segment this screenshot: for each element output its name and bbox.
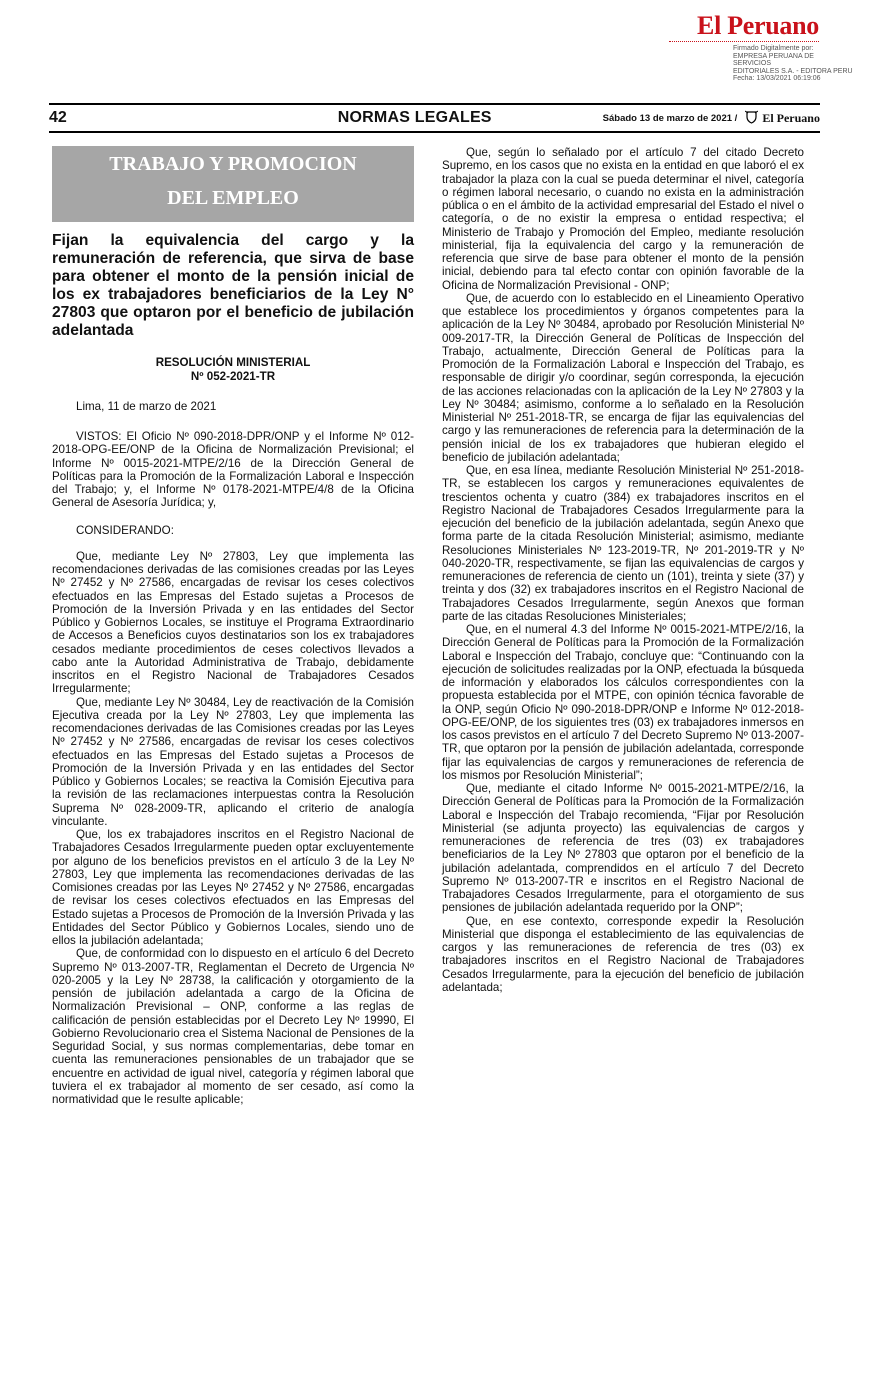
body-paragraph: Que, en esa línea, mediante Resolución Ministerial Nº 251-2018-TR, se establecen los cargos y remuneraciones equivalentes de trescientos ochenta y cuatro (384) ex trabajadores inscritos en el Registro Nacional de Trabajadores Cesados Irregularmente para la ejecución del beneficio de la jubilación adelantada, según Anexo que forma parte de la citada Resolución Ministerial; asimismo, mediante Resoluciones Ministeriales Nº 123-2019-TR, Nº 201-2019-TR y Nº 040-2020-TR, respectivamente, se fijan las equivalencias de cargos y remuneraciones de referencia de ciento un (101), treinta y siete (37) y treinta y dos (32) ex trabajadores inscritos en el Registro Nacional de Trabajadores Cesados Irregularmente, según Anexos que forman parte de las citadas Resoluciones Ministeriales; xyxy=(442,464,804,623)
right-column xyxy=(442,146,804,994)
considerando-heading: CONSIDERANDO: xyxy=(76,523,174,537)
logo xyxy=(639,12,819,44)
header-rule-bottom xyxy=(49,131,820,133)
body-paragraph: Que, mediante Ley Nº 30484, Ley de reactivación de la Comisión Ejecutiva creada por la Ley Nº 27803, Ley que implementa las recomendaciones derivadas de las Comisiones creadas por las Leyes Nº 27452 y Nº 27586, encargadas de revisar los ceses colectivos efectuados en las Empresas del Estado sujetas a Procesos de Promoción de la Inversión Privada y en las entidades del Sector Público y Gobiernos Locales; se reactiva la Comisión Ejecutiva para la revisión de las reclamaciones interpuestas contra la Resolución Suprema Nº 028-2009-TR, aplicando el criterio de analogía vinculante. xyxy=(52,695,414,828)
signature-line: EDITORIALES S.A. - EDITORA PERU xyxy=(733,67,853,75)
coat-of-arms-icon xyxy=(745,110,758,127)
ministry-banner xyxy=(52,146,414,222)
body-paragraph: Que, de conformidad con lo dispuesto en el artículo 6 del Decreto Supremo Nº 013-2007-TR, Reglamentan el Decreto de Urgencia Nº 020-2005 y la Ley Nº 28738, la calificación y otorgamiento de la pensión de jubilación adelantada a cargo de la Oficina de Normalización Previsional – ONP, conforme a las reglas de calificación de pensión establecidas por el Decreto Ley Nº 19990, El Gobierno Revolucionario crea el Sistema Nacional de Pensiones de la Seguridad Social, y sus normas complementarias, debe tomar en cuenta las remuneraciones pensionables de un trabajador que se encuentre en actividad de igual nivel, categoría y régimen laboral que tuviera el ex trabajador al momento de ser cesado, así como la normatividad que le resulte aplicable; xyxy=(52,947,414,1106)
body-paragraph: Que, los ex trabajadores inscritos en el Registro Nacional de Trabajadores Cesados Irregularmente pueden optar excluyentemente por alguno de los beneficios previstos en el artículo 3 de la Ley Nº 27803, Ley que implementa las recomendaciones derivadas de las Comisiones creadas por las Leyes Nº 27452 y Nº 27586, encargadas de revisar los ceses colectivos efectuados en las Empresas del Estado sujetas a Procesos de Promoción de la Inversión Privada y las Entidades del Sector Público y Gobiernos Locales, siendo uno de ellos la jubilación adelantada; xyxy=(52,828,414,947)
section-title: NORMAS LEGALES xyxy=(337,109,492,126)
digital-signature xyxy=(733,45,853,83)
page-header xyxy=(49,108,820,128)
vistos-paragraph: VISTOS: El Oficio Nº 090-2018-DPR/ONP y el Informe Nº 012-2018-OPG-EE/ONP de la Oficina de Normalización Previsional; el Informe Nº 0015-2021-MTPE/2/16 de la Dirección General de Políticas para la Promoción de la Formalización Laboral e Inspección del Trabajo; y, el Informe Nº 0178-2021-MTPE/4/8 de la Oficina General de Asesoría Jurídica; y, xyxy=(52,430,414,510)
signature-line: EMPRESA PERUANA DE SERVICIOS xyxy=(733,52,814,68)
header-brand: El Peruano xyxy=(762,110,820,125)
header-rule-top xyxy=(49,103,820,105)
body-paragraph: Que, en ese contexto, corresponde expedir la Resolución Ministerial que disponga el establecimiento de las equivalencias de cargos y las remuneraciones de referencia de tres (03) ex trabajadores inscritos en el Registro Nacional de Trabajadores Cesados Irregularmente, para la ejecución del beneficio de jubilación adelantada; xyxy=(442,914,804,994)
signature-line: Fecha: 13/03/2021 06:19:06 xyxy=(733,75,821,83)
body-paragraph: Que, en el numeral 4.3 del Informe Nº 0015-2021-MTPE/2/16, la Dirección General de Políticas para la Promoción de la Formalización Laboral e Inspección del Trabajo, concluye que: “Continuando con la ejecución de solicitudes realizadas por la ONP, efectuada la búsqueda de información y elaborados los cálculos correspondientes con la propuesta establecida por el MTPE, con opinión técnica favorable de la ONP, según Oficio Nº 090-2018-DPR/ONP e Informe Nº 012-2018-OPG-EE/ONP, de los siguientes tres (03) ex trabajadores inmersos en los casos previstos en el artículo 7 del Decreto Supremo Nº 013-2007-TR, que optaron por la pensión de jubilación adelantada, corresponde fijar las equivalencias de cargos y remuneraciones de referencia de los mismos por Resolución Ministerial”; xyxy=(442,623,804,782)
body-paragraph: Que, de acuerdo con lo establecido en el Lineamiento Operativo que establece los procedimientos y órganos competentes para la aplicación de la Ley Nº 30484, aprobado por Resolución Ministerial Nº 009-2017-TR, la Dirección General de Políticas de Inspección del Trabajo, actualmente, Dirección General de Políticas para la Promoción de la Formalización Laboral e Inspección del Trabajo, es responsable de dirigir y/o coordinar, según corresponda, la ejecución de las acciones relacionadas con la aplicación de la Ley Nº 27803 y la Ley Nº 30484; asimismo, conforme a lo señalado en la Resolución Ministerial Nº 251-2018-TR, se encarga de fijar las equivalencias del cargo y las remuneraciones de referencia para la determinación de la pensión inicial de los ex trabajadores que hubieran elegido el beneficio de jubilación adelantada; xyxy=(442,291,804,464)
resolution-title: Fijan la equivalencia del cargo y la remuneración de referencia, que sirva de base para obtener el monto de la pensión inicial de los ex trabajadores beneficiarios de la Ley N° 27803 que optaron por el beneficio de jubilación adelantada xyxy=(52,232,414,339)
header-right xyxy=(603,110,820,127)
date-line: Lima, 11 de marzo de 2021 xyxy=(76,400,217,413)
body-paragraph: Que, mediante el citado Informe Nº 0015-2021-MTPE/2/16, la Dirección General de Políticas para la Promoción de la Formalización Laboral e Inspección del Trabajo recomienda, “Fijar por Resolución Ministerial (se adjunta proyecto) las equivalencias de cargos y remuneraciones de referencia de tres (03) ex trabajadores beneficiarios de la Ley Nº 27803 que optaron por el beneficio de la jubilación adelantada, comprendidos en el artículo 7 del Decreto Supremo Nº 013-2007-TR e inscritos en el Registro Nacional de Trabajadores Cesados Irregularmente, para el otorgamiento de sus pensiones de jubilación adelantada requerido por la ONP”; xyxy=(442,782,804,915)
left-column xyxy=(52,146,414,1106)
body-paragraph: Que, según lo señalado por el artículo 7 del citado Decreto Supremo, en los casos que no exista en la entidad en que laboró el ex trabajador la plaza con la cual se pueda determinar el nivel, categoría o régimen laboral necesario, o cuando no exista en la administración pública o en el ámbito de la actividad empresarial del Estado el nivel o categoría, o de no existir la empresa o entidad respectiva; el Ministerio de Trabajo y Promoción del Empleo, mediante resolución ministerial, fija la equivalencia del cargo y la remuneración de referencia que sirve de base para obtener el monto de la pensión inicial, debiendo para tal efecto contar con opinión favorable de la Oficina de Normalización Previsional - ONP; xyxy=(442,146,804,292)
resolution-number: Nº 052-2021-TR xyxy=(190,370,276,383)
resolution-type: RESOLUCIÓN MINISTERIAL xyxy=(155,356,311,369)
ministry-line-1: TRABAJO Y PROMOCION xyxy=(109,153,357,175)
signature-line: Firmado Digitalmente por: xyxy=(733,45,814,52)
page-number: 42 xyxy=(49,109,67,126)
body-paragraph: Que, mediante Ley Nº 27803, Ley que implementa las recomendaciones derivadas de las comisiones creadas por las Leyes Nº 27452 y Nº 27586, encargadas de revisar los ceses colectivos efectuados en las Empresas del Estado sujetas a Procesos de Promoción de la Inversión Privada y en las entidades del Sector Público y Gobiernos Locales, se instituye el Programa Extraordinario de Accesos a Beneficios cuyos destinatarios son los ex trabajadores cesados mediante procedimientos de ceses colectivos llevados a cabo ante la Autoridad Administrativa de Trabajo, debidamente inscritos en el Registro Nacional de Trabajadores Cesados Irregularmente; xyxy=(52,549,414,696)
ministry-line-2: DEL EMPLEO xyxy=(167,187,299,209)
issue-date: Sábado 13 de marzo de 2021 / xyxy=(602,112,738,124)
logo-name: El Peruano xyxy=(697,11,819,40)
logo-tagline xyxy=(669,41,819,44)
